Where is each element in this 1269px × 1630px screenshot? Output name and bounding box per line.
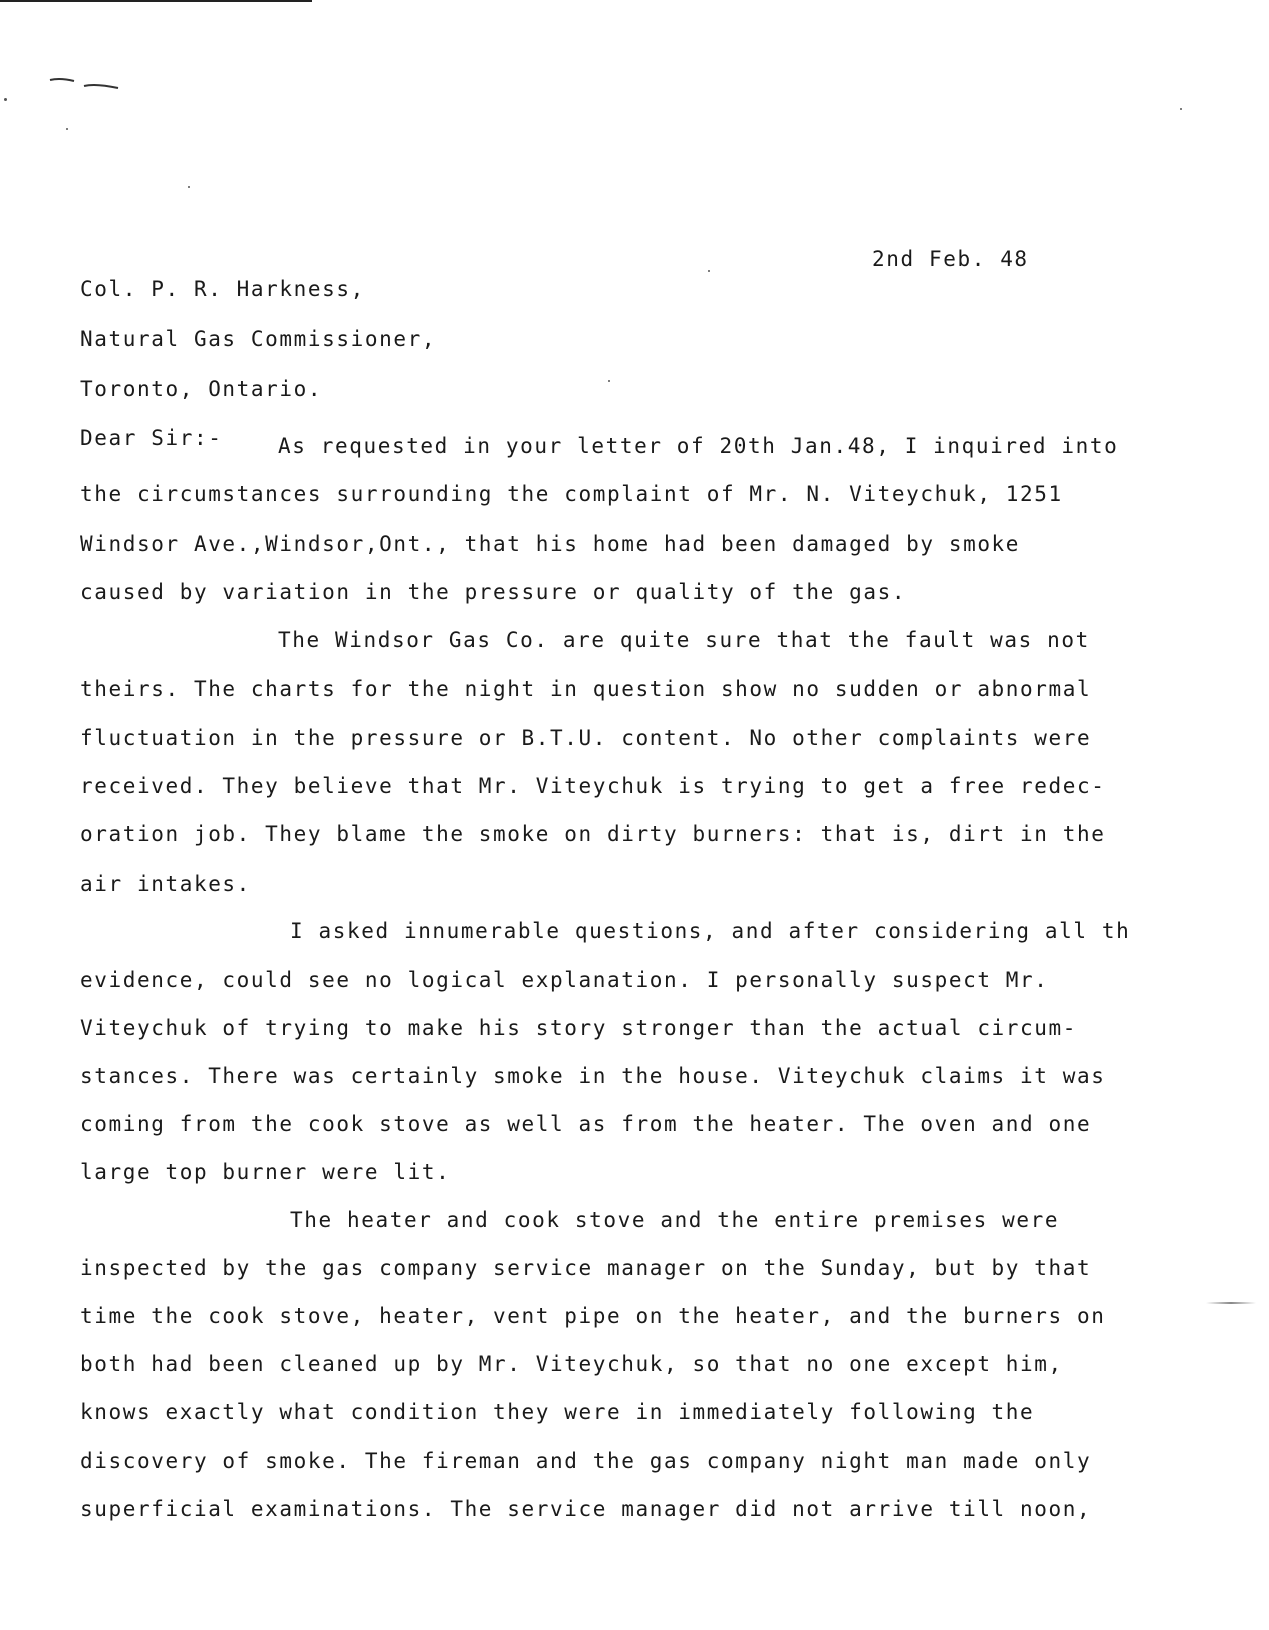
body-line: theirs. The charts for the night in question show no sudden or abnormal: [80, 677, 1092, 701]
body-line: both had been cleaned up by Mr. Viteychuk, so that no one except him,: [80, 1352, 1063, 1376]
body-line: Viteychuk of trying to make his story stronger than the actual circum-: [80, 1016, 1078, 1040]
recipient-city: Toronto, Ontario.: [80, 377, 323, 401]
body-line: received. They believe that Mr. Viteychuk is trying to get a free redec-: [80, 774, 1106, 798]
body-line: The Windsor Gas Co. are quite sure that the fault was not: [278, 628, 1090, 652]
body-line: knows exactly what condition they were in immediately following the: [80, 1400, 1035, 1424]
recipient-title: Natural Gas Commissioner,: [80, 327, 437, 351]
paper-speck: [66, 128, 68, 130]
body-line: As requested in your letter of 20th Jan.48, I inquired into: [278, 434, 1119, 458]
paper-speck: [188, 186, 190, 188]
body-line: caused by variation in the pressure or quality of the gas.: [80, 580, 907, 604]
body-line: Windsor Ave.,Windsor,Ont., that his home had been damaged by smoke: [80, 532, 1021, 556]
handwritten-mark: [48, 76, 128, 100]
body-line: air intakes.: [80, 872, 251, 896]
body-line: inspected by the gas company service manager on the Sunday, but by that: [80, 1256, 1092, 1280]
recipient-name: Col. P. R. Harkness,: [80, 277, 365, 301]
body-line: superficial examinations. The service manager did not arrive till noon,: [80, 1497, 1092, 1521]
body-line: large top burner were lit.: [80, 1160, 451, 1184]
letter-date: 2nd Feb. 48: [872, 247, 1029, 271]
body-line: discovery of smoke. The fireman and the gas company night man made only: [80, 1449, 1092, 1473]
body-line: time the cook stove, heater, vent pipe on the heater, and the burners on: [80, 1304, 1106, 1328]
margin-mark: [1206, 1302, 1256, 1304]
body-line: coming from the cook stove as well as from the heater. The oven and one: [80, 1112, 1092, 1136]
body-line: stances. There was certainly smoke in the house. Viteychuk claims it was: [80, 1064, 1106, 1088]
paper-speck: [1180, 108, 1182, 110]
top-edge-rule: [0, 0, 312, 2]
salutation: Dear Sir:-: [80, 426, 223, 450]
paper-speck: [608, 380, 610, 382]
paper-speck: [708, 270, 710, 272]
body-line: The heater and cook stove and the entire premises were: [290, 1208, 1060, 1232]
body-line: oration job. They blame the smoke on dirty burners: that is, dirt in the: [80, 822, 1106, 846]
body-line: fluctuation in the pressure or B.T.U. content. No other complaints were: [80, 726, 1092, 750]
body-line: evidence, could see no logical explanation. I personally suspect Mr.: [80, 968, 1049, 992]
body-line: the circumstances surrounding the complaint of Mr. N. Viteychuk, 1251: [80, 482, 1063, 506]
body-line: I asked innumerable questions, and after considering all th: [290, 919, 1131, 943]
paper-speck: [4, 98, 7, 101]
